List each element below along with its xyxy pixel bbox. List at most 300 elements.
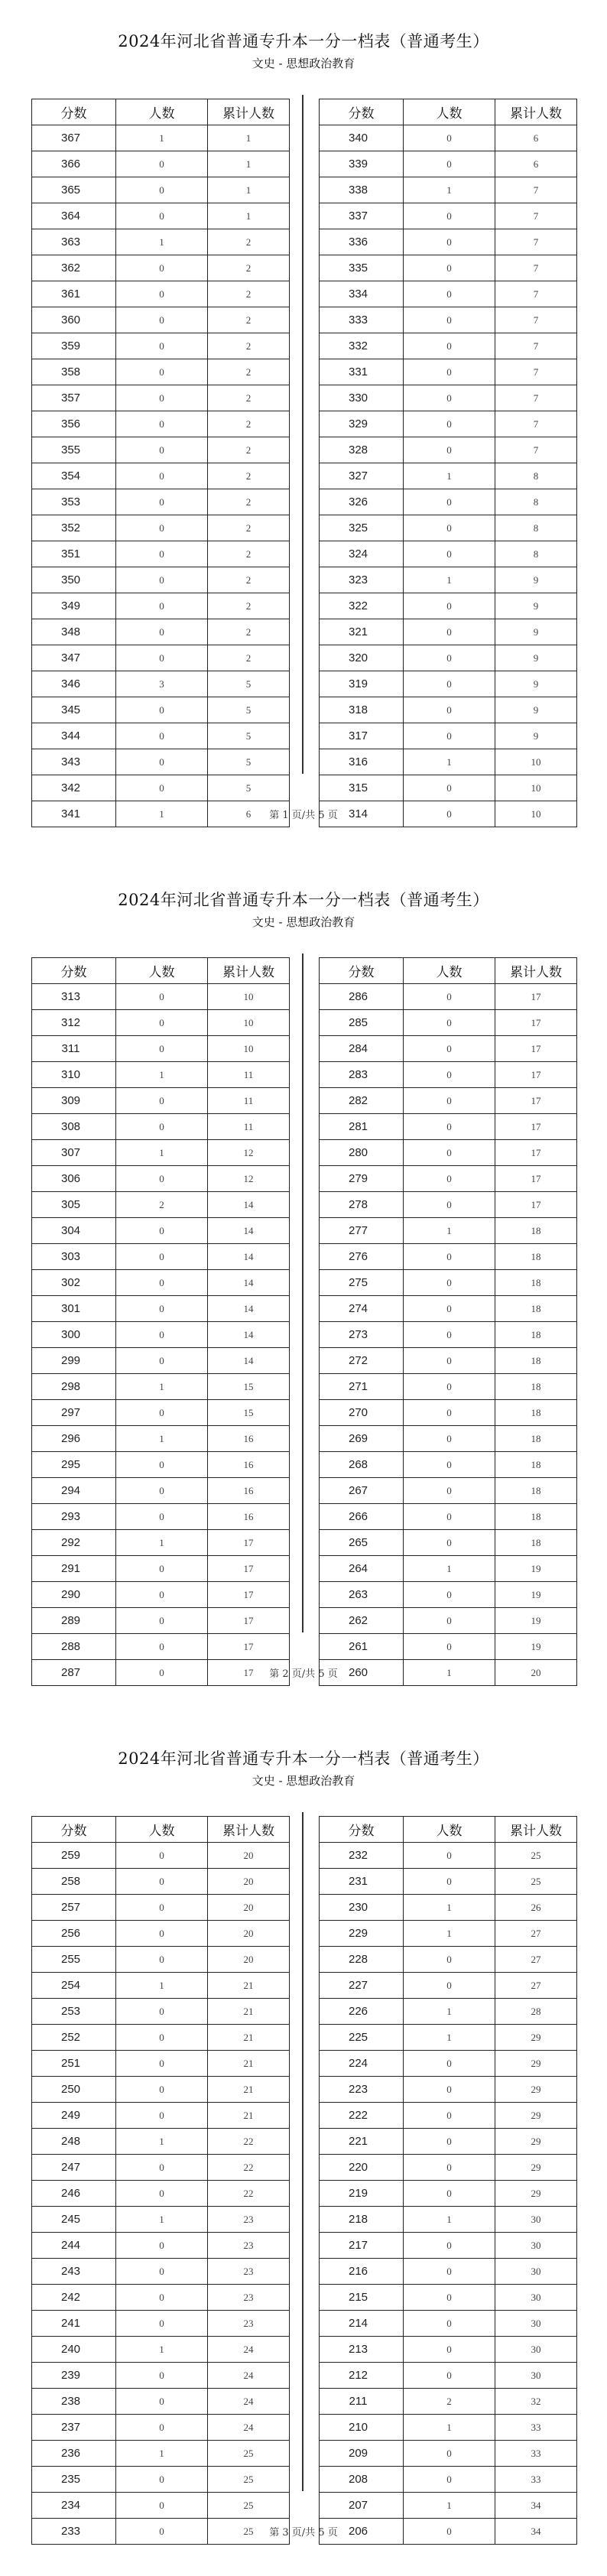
table-row [320,1973,577,1999]
cell-score: 334 [320,281,404,307]
cell-count: 0 [116,1270,208,1296]
cell-cumulative: 29 [495,2129,577,2155]
cell-cumulative: 23 [208,2207,290,2233]
cell-cumulative: 17 [208,1556,290,1582]
cell-score: 270 [320,1400,404,1426]
cell-score: 254 [32,1973,116,1999]
cell-cumulative: 30 [495,2285,577,2311]
table-row [32,2337,290,2363]
cell-count: 0 [404,385,495,411]
cell-cumulative: 29 [495,2025,577,2051]
cell-score: 356 [32,411,116,437]
table-row [320,2155,577,2181]
cell-count: 1 [404,177,495,203]
cell-score: 258 [32,1869,116,1895]
cell-score: 345 [32,697,116,723]
cell-cumulative: 18 [495,1218,577,1244]
cell-count: 0 [116,515,208,541]
table-row [32,463,290,489]
cell-cumulative: 29 [495,2155,577,2181]
cell-count: 1 [404,1556,495,1582]
cell-cumulative: 21 [208,2025,290,2051]
cell-count: 0 [116,2519,208,2545]
table-row [320,1244,577,1270]
cell-cumulative: 14 [208,1244,290,1270]
table-row [320,1062,577,1088]
cell-count: 1 [404,1921,495,1947]
table-row [320,1140,577,1166]
table-row [320,1374,577,1400]
cell-cumulative: 10 [208,984,290,1010]
table-row [320,2441,577,2467]
cell-count: 0 [404,281,495,307]
cell-count: 0 [116,411,208,437]
cell-cumulative: 24 [208,2389,290,2415]
cell-cumulative: 29 [495,2181,577,2207]
table-row [32,1452,290,1478]
cell-cumulative: 9 [495,671,577,697]
cell-score: 265 [320,1530,404,1556]
cell-cumulative: 7 [495,385,577,411]
cell-cumulative: 27 [495,1947,577,1973]
cell-cumulative: 22 [208,2129,290,2155]
cell-count: 1 [404,1895,495,1921]
table-row [320,1660,577,1686]
cell-cumulative: 17 [495,1010,577,1036]
page-footer: 第 3 页/共 5 页 [269,2527,338,2539]
table-row [32,2311,290,2337]
cell-count: 0 [404,1010,495,1036]
cell-count: 0 [404,2181,495,2207]
cell-count: 0 [404,723,495,749]
table-row [320,2285,577,2311]
header-cumulative: 累计人数 [208,958,290,984]
cell-score: 350 [32,567,116,593]
header-cumulative: 累计人数 [208,1817,290,1843]
column-divider [302,95,304,774]
cell-cumulative: 23 [208,2259,290,2285]
header-score: 分数 [320,99,404,125]
cell-score: 301 [32,1296,116,1322]
page-footer: 第 1 页/共 5 页 [269,810,338,821]
table-row [32,1634,290,1660]
table-header-row [32,958,290,984]
table-row [32,2077,290,2103]
table-row [32,1869,290,1895]
cell-count: 0 [116,1244,208,1270]
cell-score: 216 [320,2259,404,2285]
cell-cumulative: 5 [208,723,290,749]
cell-cumulative: 2 [208,281,290,307]
cell-count: 0 [116,749,208,775]
cell-count: 0 [404,1114,495,1140]
table-row [32,2285,290,2311]
table-row [32,1556,290,1582]
cell-cumulative: 12 [208,1140,290,1166]
cell-count: 0 [404,1426,495,1452]
cell-score: 282 [320,1088,404,1114]
page-title: 2024年河北省普通专升本一分一档表（普通考生） [118,32,489,50]
cell-count: 0 [404,2363,495,2389]
cell-score: 220 [320,2155,404,2181]
table-row [32,437,290,463]
cell-count: 0 [116,333,208,359]
cell-cumulative: 18 [495,1296,577,1322]
table-row [32,2493,290,2519]
cell-cumulative: 2 [208,229,290,255]
cell-count: 1 [404,2493,495,2519]
table-row [320,177,577,203]
header-cumulative: 累计人数 [208,99,290,125]
cell-cumulative: 34 [495,2493,577,2519]
cell-score: 226 [320,1999,404,2025]
cell-cumulative: 21 [208,2077,290,2103]
cell-score: 322 [320,593,404,619]
cell-count: 0 [404,255,495,281]
cell-score: 308 [32,1114,116,1140]
cell-count: 1 [116,2129,208,2155]
cell-count: 1 [404,1218,495,1244]
cell-count: 0 [404,1869,495,1895]
cell-count: 0 [116,1869,208,1895]
cell-cumulative: 14 [208,1218,290,1244]
cell-cumulative: 30 [495,2363,577,2389]
table-row [320,2415,577,2441]
table-row [32,2181,290,2207]
cell-score: 294 [32,1478,116,1504]
table-row [320,1582,577,1608]
cell-score: 221 [320,2129,404,2155]
table-row [32,2129,290,2155]
table-row [320,333,577,359]
cell-score: 247 [32,2155,116,2181]
cell-score: 281 [320,1114,404,1140]
cell-score: 267 [320,1478,404,1504]
cell-score: 208 [320,2467,404,2493]
cell-count: 0 [116,1660,208,1686]
table-row [32,1140,290,1166]
table-row [32,229,290,255]
cell-count: 0 [116,1322,208,1348]
cell-score: 262 [320,1608,404,1634]
column-divider [302,1812,304,2491]
cell-score: 261 [320,1634,404,1660]
cell-count: 1 [404,463,495,489]
cell-cumulative: 32 [495,2389,577,2415]
table-row [320,2519,577,2545]
cell-count: 0 [404,1348,495,1374]
cell-count: 0 [116,385,208,411]
cell-cumulative: 16 [208,1504,290,1530]
cell-count: 0 [404,1530,495,1556]
cell-score: 219 [320,2181,404,2207]
cell-count: 0 [404,2077,495,2103]
cell-score: 360 [32,307,116,333]
cell-cumulative: 27 [495,1921,577,1947]
table-row [320,1921,577,1947]
cell-count: 0 [404,593,495,619]
cell-cumulative: 24 [208,2363,290,2389]
cell-cumulative: 19 [495,1608,577,1634]
cell-count: 1 [116,1374,208,1400]
cell-cumulative: 2 [208,307,290,333]
header-score: 分数 [32,958,116,984]
table-row [32,1036,290,1062]
table-row [320,2233,577,2259]
cell-score: 263 [320,1582,404,1608]
header-count: 人数 [404,99,495,125]
cell-score: 242 [32,2285,116,2311]
cell-score: 225 [320,2025,404,2051]
cell-count: 0 [404,697,495,723]
cell-cumulative: 8 [495,515,577,541]
table-row [320,1556,577,1582]
cell-count: 0 [404,203,495,229]
cell-score: 256 [32,1921,116,1947]
table-row [32,1895,290,1921]
cell-score: 347 [32,645,116,671]
cell-score: 253 [32,1999,116,2025]
cell-cumulative: 9 [495,593,577,619]
cell-cumulative: 17 [208,1660,290,1686]
cell-score: 237 [32,2415,116,2441]
table-row [320,1452,577,1478]
table-row [32,2363,290,2389]
table-row [320,567,577,593]
table-row [320,723,577,749]
cell-count: 0 [116,2311,208,2337]
cell-count: 2 [404,2389,495,2415]
cell-score: 252 [32,2025,116,2051]
cell-count: 0 [404,775,495,801]
cell-count: 0 [404,1296,495,1322]
cell-cumulative: 17 [495,984,577,1010]
cell-score: 228 [320,1947,404,1973]
cell-score: 331 [320,359,404,385]
cell-score: 279 [320,1166,404,1192]
cell-score: 284 [320,1036,404,1062]
cell-score: 275 [320,1270,404,1296]
cell-cumulative: 8 [495,489,577,515]
cell-score: 311 [32,1036,116,1062]
cell-cumulative: 18 [495,1530,577,1556]
header-count: 人数 [116,1817,208,1843]
cell-score: 321 [320,619,404,645]
cell-score: 223 [320,2077,404,2103]
cell-score: 289 [32,1608,116,1634]
cell-cumulative: 1 [208,177,290,203]
cell-count: 0 [404,619,495,645]
cell-score: 340 [320,125,404,151]
cell-count: 0 [116,1114,208,1140]
cell-cumulative: 33 [495,2415,577,2441]
cell-score: 244 [32,2233,116,2259]
table-row [32,2155,290,2181]
cell-cumulative: 21 [208,2103,290,2129]
cell-count: 0 [404,2311,495,2337]
table-row [32,203,290,229]
cell-cumulative: 2 [208,255,290,281]
header-cumulative: 累计人数 [495,958,577,984]
cell-score: 355 [32,437,116,463]
header-count: 人数 [116,958,208,984]
column-divider [302,953,304,1632]
table-row [320,1218,577,1244]
cell-cumulative: 7 [495,437,577,463]
cell-cumulative: 7 [495,281,577,307]
cell-cumulative: 2 [208,437,290,463]
cell-cumulative: 17 [208,1608,290,1634]
cell-cumulative: 7 [495,359,577,385]
cell-count: 0 [116,1634,208,1660]
table-row [32,1010,290,1036]
cell-count: 0 [404,1036,495,1062]
cell-count: 0 [116,567,208,593]
cell-count: 0 [116,1608,208,1634]
cell-count: 0 [404,125,495,151]
cell-count: 1 [404,2207,495,2233]
cell-score: 337 [320,203,404,229]
table-row [32,671,290,697]
table-row [32,1843,290,1869]
cell-cumulative: 17 [495,1192,577,1218]
table-row [320,541,577,567]
score-table-left [31,957,290,1686]
cell-cumulative: 14 [208,1296,290,1322]
table-row [32,541,290,567]
table-row [320,463,577,489]
cell-count: 2 [116,1192,208,1218]
table-row [320,255,577,281]
cell-cumulative: 11 [208,1114,290,1140]
cell-score: 319 [320,671,404,697]
cell-cumulative: 16 [208,1452,290,1478]
table-row [32,1478,290,1504]
cell-score: 365 [32,177,116,203]
table-row [32,749,290,775]
table-row [32,1166,290,1192]
cell-score: 348 [32,619,116,645]
cell-cumulative: 7 [495,307,577,333]
cell-cumulative: 25 [495,1843,577,1869]
table-row [32,645,290,671]
table-row [320,203,577,229]
cell-score: 210 [320,2415,404,2441]
cell-count: 0 [404,437,495,463]
cell-count: 0 [116,984,208,1010]
cell-cumulative: 7 [495,203,577,229]
cell-count: 0 [404,2155,495,2181]
cell-score: 249 [32,2103,116,2129]
cell-score: 224 [320,2051,404,2077]
cell-count: 0 [404,359,495,385]
cell-score: 307 [32,1140,116,1166]
cell-score: 206 [320,2519,404,2545]
cell-cumulative: 9 [495,723,577,749]
cell-score: 280 [320,1140,404,1166]
cell-score: 315 [320,775,404,801]
cell-score: 292 [32,1530,116,1556]
cell-cumulative: 11 [208,1088,290,1114]
table-row [320,2051,577,2077]
cell-count: 3 [116,671,208,697]
cell-score: 260 [320,1660,404,1686]
cell-score: 305 [32,1192,116,1218]
page [0,859,607,1717]
cell-score: 300 [32,1322,116,1348]
table-row [32,1582,290,1608]
cell-cumulative: 17 [208,1582,290,1608]
table-row [32,489,290,515]
table-row [32,359,290,385]
cell-count: 0 [404,2129,495,2155]
table-row [32,1114,290,1140]
cell-count: 1 [116,125,208,151]
table-row [320,619,577,645]
cell-count: 0 [404,333,495,359]
cell-count: 1 [116,2207,208,2233]
cell-cumulative: 18 [495,1478,577,1504]
cell-score: 351 [32,541,116,567]
cell-score: 361 [32,281,116,307]
table-header-row [320,958,577,984]
score-table-right [319,1816,577,2545]
table-row [32,1374,290,1400]
table-row [32,1921,290,1947]
table-row [32,1192,290,1218]
cell-count: 0 [404,1270,495,1296]
table-row [320,1400,577,1426]
cell-cumulative: 29 [495,2051,577,2077]
cell-score: 264 [320,1556,404,1582]
table-row [320,437,577,463]
cell-score: 283 [320,1062,404,1088]
cell-cumulative: 20 [208,1947,290,1973]
cell-cumulative: 5 [208,697,290,723]
cell-cumulative: 2 [208,489,290,515]
table-row [32,411,290,437]
cell-count: 0 [404,1582,495,1608]
cell-cumulative: 2 [208,333,290,359]
cell-cumulative: 2 [208,359,290,385]
cell-score: 290 [32,1582,116,1608]
cell-count: 0 [116,2155,208,2181]
cell-cumulative: 10 [495,775,577,801]
cell-cumulative: 18 [495,1348,577,1374]
cell-count: 1 [404,2025,495,2051]
cell-cumulative: 10 [208,1036,290,1062]
cell-cumulative: 23 [208,2233,290,2259]
cell-count: 0 [116,1478,208,1504]
cell-count: 0 [404,2519,495,2545]
cell-cumulative: 21 [208,2051,290,2077]
cell-count: 0 [404,1947,495,1973]
table-row [320,2259,577,2285]
table-row [320,671,577,697]
cell-cumulative: 6 [495,125,577,151]
cell-score: 241 [32,2311,116,2337]
header-cumulative: 累计人数 [495,99,577,125]
page-title: 2024年河北省普通专升本一分一档表（普通考生） [118,891,489,909]
cell-score: 339 [320,151,404,177]
cell-score: 233 [32,2519,116,2545]
cell-score: 268 [320,1452,404,1478]
cell-cumulative: 25 [208,2441,290,2467]
cell-count: 0 [116,359,208,385]
cell-count: 0 [116,2181,208,2207]
cell-score: 273 [320,1322,404,1348]
table-row [32,151,290,177]
